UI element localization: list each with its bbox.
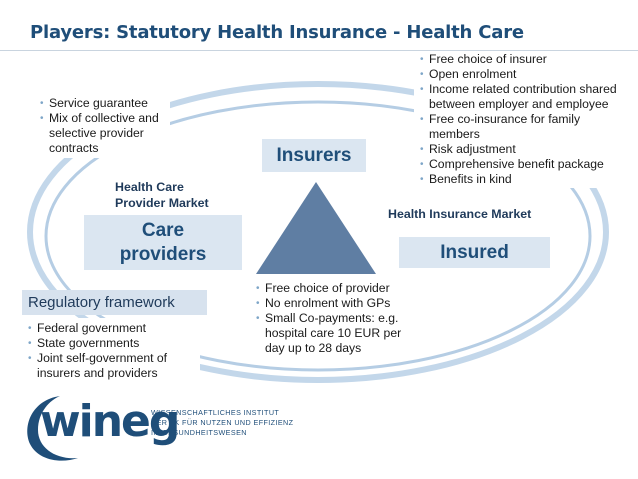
wineg-wordmark: wineg: [40, 396, 179, 447]
insurer-benefits-list: [420, 52, 624, 187]
list-item: • Mix of collective and selective provider contracts: [40, 111, 159, 155]
slide-title: Players: Statutory Health Insurance - Health Care: [30, 22, 524, 43]
list-item: • Benefits in kind: [420, 172, 512, 186]
insured-label: Insured: [440, 242, 509, 263]
regulatory-framework-bar: [22, 290, 207, 315]
insured-box: [399, 237, 550, 268]
insured-terms-list: [256, 281, 410, 356]
list-item: • Federal government: [28, 321, 147, 335]
list-item: • Comprehensive benefit package: [420, 157, 604, 171]
regulatory-framework-title: Regulatory framework: [28, 294, 175, 311]
list-item: • Small Co-payments: e.g. hospital care 10 EUR per day up to 28 days: [256, 311, 402, 355]
triangle-shape: [256, 182, 376, 274]
list-item: • Service guarantee: [40, 96, 148, 110]
regulatory-items-list: [28, 321, 198, 381]
care-providers-box: [84, 215, 242, 270]
list-item: • Joint self-government of insurers and providers: [28, 351, 168, 380]
insurers-label: Insurers: [276, 145, 352, 166]
provider-market-label: Health Care Provider Market: [115, 180, 209, 210]
list-item: • Free choice of insurer: [420, 52, 547, 66]
care-providers-line1: Care: [141, 220, 185, 241]
list-item: • State governments: [28, 336, 140, 350]
list-item: • Risk adjustment: [420, 142, 516, 156]
list-item: • Free co-insurance for family members: [420, 112, 581, 141]
list-item: • Income related contribution shared between employer and employee: [420, 82, 617, 111]
list-item: • No enrolment with GPs: [256, 296, 391, 310]
list-item: • Free choice of provider: [256, 281, 390, 295]
care-providers-line2: providers: [119, 244, 207, 265]
wineg-subtitle: WISSENSCHAFTLICHES INSTITUT DER TK FÜR NUTZEN UND EFFIZIENZ IM GESUNDHEITSWESEN: [151, 408, 294, 437]
insurers-box: [262, 139, 366, 172]
care-provider-terms-list: [40, 96, 170, 156]
wineg-logo: [20, 386, 320, 466]
insurance-market-label: Health Insurance Market: [388, 207, 532, 221]
list-item: • Open enrolment: [420, 67, 517, 81]
